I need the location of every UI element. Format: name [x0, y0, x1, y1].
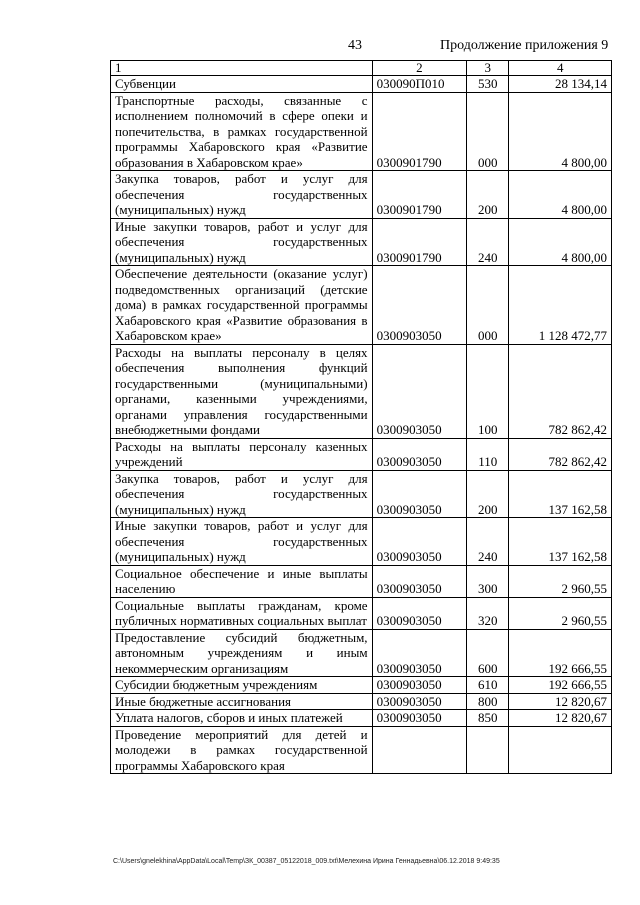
row-name: Расходы на выплаты персоналу казенных учреждений: [111, 438, 373, 470]
row-name: Транспортные расходы, связанные с исполнением полномочий в сфере опеки и попечительства, в рамках государственной программы Хабаровского края «Развитие образования в Хабаровском крае»: [111, 92, 373, 171]
row-type: 800: [467, 693, 509, 710]
row-code: 0300903050: [372, 518, 467, 566]
row-name: Расходы на выплаты персоналу в целях обеспечения выполнения функций государственными (муниципальными) органами, казенными учреждениями, органами управления государственными внебюджетными фондами: [111, 344, 373, 438]
row-amount: 28 134,14: [509, 76, 612, 93]
table-row: [111, 518, 612, 566]
table-row: [111, 470, 612, 518]
row-amount: 2 960,55: [509, 565, 612, 597]
appendix-caption: Продолжение приложения 9: [440, 38, 609, 53]
row-type: 200: [467, 171, 509, 219]
table-row: [111, 597, 612, 629]
row-type: 240: [467, 218, 509, 266]
row-type: 100: [467, 344, 509, 438]
row-name: Социальные выплаты гражданам, кроме публичных нормативных социальных выплат: [111, 597, 373, 629]
row-name: Субвенции: [111, 76, 373, 93]
table-row: [111, 92, 612, 171]
row-name: Уплата налогов, сборов и иных платежей: [111, 710, 373, 727]
row-code: 030090П010: [372, 76, 467, 93]
table-row: [111, 266, 612, 345]
table-row: [111, 218, 612, 266]
header-col-1: 1: [111, 61, 373, 76]
row-type: 610: [467, 677, 509, 694]
table-header-row: [111, 61, 612, 76]
row-type: 200: [467, 470, 509, 518]
row-type: 850: [467, 710, 509, 727]
row-code: 0300903050: [372, 677, 467, 694]
row-amount: 4 800,00: [509, 218, 612, 266]
row-amount: [509, 726, 612, 774]
page-number: 43: [348, 38, 362, 53]
row-code: 0300903050: [372, 629, 467, 677]
row-name: Иные закупки товаров, работ и услуг для обеспечения государственных (муниципальных) нужд: [111, 218, 373, 266]
row-code: 0300901790: [372, 92, 467, 171]
header-col-3: 3: [467, 61, 509, 76]
table-row: [111, 710, 612, 727]
row-name: Иные бюджетные ассигнования: [111, 693, 373, 710]
table-row: [111, 344, 612, 438]
row-name: Закупка товаров, работ и услуг для обеспечения государственных (муниципальных) нужд: [111, 470, 373, 518]
table-row: [111, 438, 612, 470]
row-amount: 4 800,00: [509, 92, 612, 171]
row-name: Социальное обеспечение и иные выплаты населению: [111, 565, 373, 597]
row-amount: 192 666,55: [509, 629, 612, 677]
table-row: [111, 693, 612, 710]
row-code: 0300903050: [372, 470, 467, 518]
row-type: 600: [467, 629, 509, 677]
row-name: Иные закупки товаров, работ и услуг для обеспечения государственных (муниципальных) нужд: [111, 518, 373, 566]
table-row: [111, 565, 612, 597]
row-code: 0300901790: [372, 171, 467, 219]
row-amount: 782 862,42: [509, 344, 612, 438]
row-amount: 12 820,67: [509, 710, 612, 727]
row-code: [372, 726, 467, 774]
row-type: 000: [467, 266, 509, 345]
row-type: 000: [467, 92, 509, 171]
row-amount: 137 162,58: [509, 470, 612, 518]
table-row: [111, 726, 612, 774]
row-amount: 137 162,58: [509, 518, 612, 566]
table-row: [111, 76, 612, 93]
row-code: 0300903050: [372, 565, 467, 597]
row-code: 0300901790: [372, 218, 467, 266]
row-code: 0300903050: [372, 710, 467, 727]
table-row: [111, 629, 612, 677]
file-path-footer: C:\Users\gnelekhina\AppData\Local\Temp\ЗК_00387_05122018_009.txt\Мелехина Ирина Геннадьевна\06.12.2018 9:49:35: [113, 858, 500, 865]
row-amount: 12 820,67: [509, 693, 612, 710]
row-type: 530: [467, 76, 509, 93]
table-row: [111, 677, 612, 694]
row-code: 0300903050: [372, 344, 467, 438]
row-code: 0300903050: [372, 597, 467, 629]
row-amount: 4 800,00: [509, 171, 612, 219]
row-type: [467, 726, 509, 774]
row-amount: 782 862,42: [509, 438, 612, 470]
row-code: 0300903050: [372, 266, 467, 345]
row-code: 0300903050: [372, 693, 467, 710]
row-amount: 2 960,55: [509, 597, 612, 629]
row-type: 320: [467, 597, 509, 629]
row-type: 110: [467, 438, 509, 470]
row-name: Проведение мероприятий для детей и молодежи в рамках государственной программы Хабаровского края: [111, 726, 373, 774]
header-col-4: 4: [509, 61, 612, 76]
row-type: 240: [467, 518, 509, 566]
header-col-2: 2: [372, 61, 467, 76]
row-type: 300: [467, 565, 509, 597]
row-amount: 1 128 472,77: [509, 266, 612, 345]
row-amount: 192 666,55: [509, 677, 612, 694]
row-code: 0300903050: [372, 438, 467, 470]
row-name: Обеспечение деятельности (оказание услуг) подведомственных организаций (детские дома) в рамках государственной программы Хабаровского края «Развитие образования в Хабаровском крае»: [111, 266, 373, 345]
row-name: Закупка товаров, работ и услуг для обеспечения государственных (муниципальных) нужд: [111, 171, 373, 219]
row-name: Предоставление субсидий бюджетным, автономным учреждениям и иным некоммерческим организациям: [111, 629, 373, 677]
budget-table: [110, 60, 612, 774]
table-row: [111, 171, 612, 219]
row-name: Субсидии бюджетным учреждениям: [111, 677, 373, 694]
